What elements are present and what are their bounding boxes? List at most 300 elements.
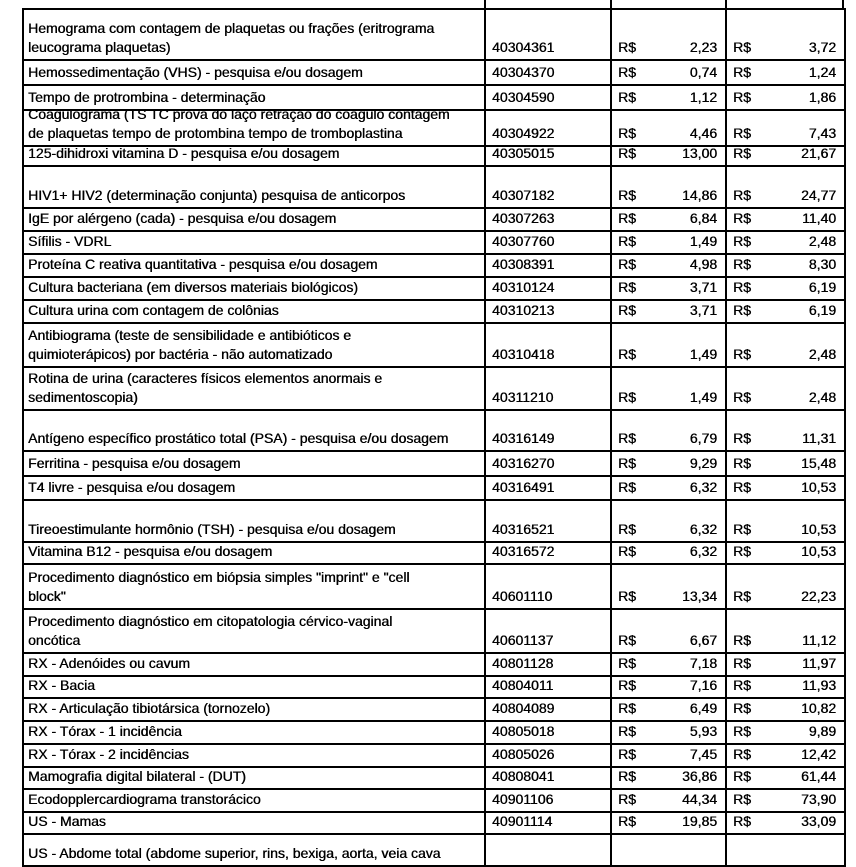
code-cell xyxy=(484,452,610,475)
price1-cell xyxy=(610,278,725,299)
procedure-code: 40310124 xyxy=(492,279,555,295)
currency-symbol: R$ xyxy=(733,813,751,829)
price2-cell xyxy=(725,167,844,207)
table-row xyxy=(24,299,844,322)
price2-cell xyxy=(725,61,844,84)
procedure-code: 40316491 xyxy=(492,479,555,495)
price1-cell xyxy=(610,411,725,450)
price-value: 1,49 xyxy=(689,389,717,405)
price2-cell xyxy=(725,411,844,450)
currency-symbol: R$ xyxy=(733,543,751,559)
price2-cell xyxy=(725,477,844,499)
price-value: 19,85 xyxy=(681,813,717,829)
price-value: 6,79 xyxy=(689,430,717,446)
procedure-description-line: RX - Tórax - 2 incidências xyxy=(28,746,189,762)
price2-cell xyxy=(725,255,844,276)
price-value: 6,84 xyxy=(689,210,717,226)
currency-symbol: R$ xyxy=(618,430,636,446)
code-cell xyxy=(484,301,610,322)
currency-symbol: R$ xyxy=(733,430,751,446)
code-cell xyxy=(484,722,610,743)
price1-cell xyxy=(610,835,725,865)
table-row xyxy=(24,10,844,59)
price-value: 5,93 xyxy=(689,723,717,739)
currency-symbol: R$ xyxy=(733,125,751,141)
table-row xyxy=(24,743,844,766)
price-value: 10,53 xyxy=(800,543,836,559)
price-value: 1,12 xyxy=(689,89,717,105)
procedure-description-line: block" xyxy=(28,588,66,604)
code-cell xyxy=(484,699,610,720)
table-row xyxy=(24,541,844,563)
currency-symbol: R$ xyxy=(733,677,751,693)
procedure-code: 40310418 xyxy=(492,346,555,362)
code-cell xyxy=(484,255,610,276)
procedure-description-line: Procedimento diagnóstico em citopatologia cérvico-vaginal xyxy=(28,613,393,629)
procedure-code: 40808041 xyxy=(492,768,555,784)
code-cell xyxy=(484,790,610,811)
currency-symbol: R$ xyxy=(618,279,636,295)
price1-cell xyxy=(610,301,725,322)
currency-symbol: R$ xyxy=(733,89,751,105)
procedure-description-line: Rotina de urina (caracteres físicos elementos anormais e xyxy=(28,370,383,386)
procedure-description-line: Sífilis - VDRL xyxy=(28,233,112,249)
code-cell xyxy=(484,209,610,230)
price-value: 11,12 xyxy=(802,632,836,648)
price1-cell xyxy=(610,543,725,563)
procedure-code: 40901114 xyxy=(492,813,553,829)
clipped-row-above xyxy=(22,0,846,8)
currency-symbol: R$ xyxy=(618,187,636,203)
currency-symbol: R$ xyxy=(618,64,636,80)
table-row xyxy=(24,833,844,865)
procedure-description-line: Antibiograma (teste de sensibilidade e antibióticos e xyxy=(28,327,351,343)
price-value: 6,67 xyxy=(689,632,717,648)
table-row xyxy=(24,106,844,145)
price1-cell xyxy=(610,86,725,109)
procedure-cell xyxy=(24,452,484,475)
procedure-description-line: RX - Bacia xyxy=(28,677,95,693)
price2-cell xyxy=(725,790,844,811)
price-value: 7,43 xyxy=(808,125,836,141)
price-value: 6,19 xyxy=(808,302,836,318)
currency-symbol: R$ xyxy=(618,210,636,226)
price-value: 0,74 xyxy=(689,64,717,80)
procedure-cell xyxy=(24,255,484,276)
procedure-cell xyxy=(24,745,484,766)
price-value: 11,40 xyxy=(802,210,836,226)
price-value: 9,89 xyxy=(808,723,836,739)
table-row xyxy=(24,145,844,165)
procedure-description-line: Tireoestimulante hormônio (TSH) - pesquisa e/ou dosagem xyxy=(28,521,396,537)
price2-cell xyxy=(725,501,844,541)
currency-symbol: R$ xyxy=(733,521,751,537)
price1-cell xyxy=(610,699,725,720)
table-row xyxy=(24,697,844,720)
table-row xyxy=(24,450,844,475)
price-value: 1,24 xyxy=(808,64,836,80)
price1-cell xyxy=(610,813,725,833)
currency-symbol: R$ xyxy=(618,813,636,829)
price2-cell xyxy=(725,368,844,409)
price2-cell xyxy=(725,147,844,165)
currency-symbol: R$ xyxy=(618,632,636,648)
currency-symbol: R$ xyxy=(733,187,751,203)
currency-symbol: R$ xyxy=(618,302,636,318)
currency-symbol: R$ xyxy=(733,64,751,80)
price-value: 6,19 xyxy=(808,279,836,295)
table-row xyxy=(24,366,844,409)
procedure-description-line: Ecodopplercardiograma transtorácico xyxy=(28,791,261,807)
procedure-cell xyxy=(24,722,484,743)
table-row xyxy=(24,788,844,811)
procedure-description-line: IgE por alérgeno (cada) - pesquisa e/ou dosagem xyxy=(28,210,337,226)
code-cell xyxy=(484,167,610,207)
procedure-description-line: Hemossedimentação (VHS) - pesquisa e/ou dosagem xyxy=(28,64,363,80)
procedure-description-line: Procedimento diagnóstico em biópsia simples "imprint" e "cell xyxy=(28,569,410,585)
price-value: 9,29 xyxy=(689,455,717,471)
currency-symbol: R$ xyxy=(733,302,751,318)
price2-cell xyxy=(725,835,844,865)
currency-symbol: R$ xyxy=(618,233,636,249)
code-cell xyxy=(484,835,610,865)
price-value: 6,32 xyxy=(689,479,717,495)
price-value: 10,53 xyxy=(800,521,836,537)
procedure-cell xyxy=(24,232,484,253)
code-cell xyxy=(484,677,610,697)
procedure-description-line: Tempo de protrombina - determinação xyxy=(28,89,266,105)
currency-symbol: R$ xyxy=(618,768,636,784)
price1-cell xyxy=(610,167,725,207)
table-row xyxy=(24,499,844,541)
currency-symbol: R$ xyxy=(733,145,751,161)
price-value: 7,18 xyxy=(689,655,717,671)
code-cell xyxy=(484,86,610,109)
currency-symbol: R$ xyxy=(733,588,751,604)
price-value: 6,32 xyxy=(689,543,717,559)
procedure-code: 40316270 xyxy=(492,455,555,471)
price-value: 33,09 xyxy=(800,813,836,829)
code-cell xyxy=(484,768,610,788)
table-row xyxy=(24,276,844,299)
procedure-description-line: RX - Tórax - 1 incidência xyxy=(28,723,182,739)
price-value: 73,90 xyxy=(800,791,836,807)
currency-symbol: R$ xyxy=(618,479,636,495)
procedure-code: 40601137 xyxy=(492,632,554,648)
code-cell xyxy=(484,477,610,499)
price1-cell xyxy=(610,722,725,743)
currency-symbol: R$ xyxy=(618,346,636,362)
procedure-description-line: Ferritina - pesquisa e/ou dosagem xyxy=(28,455,241,471)
price-value: 24,77 xyxy=(800,187,836,203)
procedure-cell xyxy=(24,677,484,697)
price1-cell xyxy=(610,10,725,59)
procedure-code: 40804011 xyxy=(492,677,554,693)
code-cell xyxy=(484,368,610,409)
procedure-code: 40316149 xyxy=(492,430,555,446)
table-row xyxy=(24,59,844,84)
procedure-code: 40311210 xyxy=(492,389,554,405)
procedure-code: 40805026 xyxy=(492,746,555,762)
price2-cell xyxy=(725,209,844,230)
procedure-description-line: T4 livre - pesquisa e/ou dosagem xyxy=(28,479,235,495)
price-value: 7,45 xyxy=(689,746,717,762)
procedure-description-line: Cultura urina com contagem de colônias xyxy=(28,302,279,318)
price2-cell xyxy=(725,278,844,299)
procedure-cell xyxy=(24,565,484,608)
price1-cell xyxy=(610,324,725,366)
price2-cell xyxy=(725,86,844,109)
procedure-description-line: US - Mamas xyxy=(28,813,106,829)
price1-cell xyxy=(610,677,725,697)
price-value: 13,00 xyxy=(681,145,717,161)
price-value: 1,49 xyxy=(689,346,717,362)
price-value: 11,97 xyxy=(802,655,836,671)
currency-symbol: R$ xyxy=(618,677,636,693)
code-cell xyxy=(484,610,610,652)
procedure-cell xyxy=(24,768,484,788)
procedure-cell xyxy=(24,610,484,652)
currency-symbol: R$ xyxy=(618,791,636,807)
price-value: 13,34 xyxy=(681,588,717,604)
price1-cell xyxy=(610,368,725,409)
procedure-description-line: leucograma plaquetas) xyxy=(28,39,171,55)
procedure-code: 40601110 xyxy=(492,588,553,604)
price-value: 2,48 xyxy=(808,233,836,249)
price-value: 44,34 xyxy=(681,791,717,807)
currency-symbol: R$ xyxy=(618,655,636,671)
code-cell xyxy=(484,61,610,84)
table-row xyxy=(24,563,844,608)
price2-cell xyxy=(725,543,844,563)
code-cell xyxy=(484,10,610,59)
price1-cell xyxy=(610,209,725,230)
currency-symbol: R$ xyxy=(733,389,751,405)
procedure-cell xyxy=(24,543,484,563)
procedure-code: 40901106 xyxy=(492,791,554,807)
code-cell xyxy=(484,324,610,366)
currency-symbol: R$ xyxy=(618,588,636,604)
price2-cell xyxy=(725,111,844,145)
code-cell xyxy=(484,745,610,766)
currency-symbol: R$ xyxy=(733,346,751,362)
procedure-description-line: HIV1+ HIV2 (determinação conjunta) pesquisa de anticorpos xyxy=(28,187,406,203)
procedure-description-line: Proteína C reativa quantitativa - pesquisa e/ou dosagem xyxy=(28,256,378,272)
price2-cell xyxy=(725,722,844,743)
procedure-code: 40304361 xyxy=(492,39,555,55)
currency-symbol: R$ xyxy=(733,210,751,226)
procedure-code: 40304370 xyxy=(492,64,555,80)
table-row xyxy=(24,475,844,499)
price-value: 3,71 xyxy=(689,302,717,318)
procedure-code: 40316521 xyxy=(492,521,555,537)
price2-cell xyxy=(725,768,844,788)
price1-cell xyxy=(610,565,725,608)
currency-symbol: R$ xyxy=(618,455,636,471)
table-row xyxy=(24,322,844,366)
code-cell xyxy=(484,813,610,833)
table-row xyxy=(24,675,844,697)
price2-cell xyxy=(725,301,844,322)
code-cell xyxy=(484,654,610,675)
table-row xyxy=(24,207,844,230)
procedure-cell xyxy=(24,147,484,165)
procedure-cell xyxy=(24,477,484,499)
procedure-cell xyxy=(24,835,484,865)
currency-symbol: R$ xyxy=(733,279,751,295)
code-cell xyxy=(484,543,610,563)
procedure-description-line: Antígeno específico prostático total (PSA) - pesquisa e/ou dosagem xyxy=(28,430,449,446)
price-value: 11,93 xyxy=(802,677,836,693)
price1-cell xyxy=(610,255,725,276)
price2-cell xyxy=(725,10,844,59)
procedure-code: 40801128 xyxy=(492,655,554,671)
currency-symbol: R$ xyxy=(733,479,751,495)
currency-symbol: R$ xyxy=(733,233,751,249)
price2-cell xyxy=(725,654,844,675)
procedure-code: 40307182 xyxy=(492,187,555,203)
table-row xyxy=(24,811,844,833)
price1-cell xyxy=(610,477,725,499)
column-border-stub xyxy=(610,0,612,8)
currency-symbol: R$ xyxy=(733,723,751,739)
price1-cell xyxy=(610,147,725,165)
currency-symbol: R$ xyxy=(733,746,751,762)
price-value: 10,53 xyxy=(800,479,836,495)
price-value: 4,46 xyxy=(689,125,717,141)
price1-cell xyxy=(610,610,725,652)
table-row xyxy=(24,720,844,743)
procedure-cell xyxy=(24,813,484,833)
price-value: 14,86 xyxy=(681,187,717,203)
price1-cell xyxy=(610,501,725,541)
price-value: 3,72 xyxy=(808,39,836,55)
procedure-cell xyxy=(24,699,484,720)
procedure-code: 40305015 xyxy=(492,145,555,161)
table-row xyxy=(24,253,844,276)
column-border-stub xyxy=(725,0,727,8)
price-value: 36,86 xyxy=(681,768,717,784)
currency-symbol: R$ xyxy=(733,455,751,471)
column-border-stub xyxy=(484,0,486,8)
price-value: 22,23 xyxy=(800,588,836,604)
procedure-code: 40804089 xyxy=(492,700,555,716)
procedure-cell xyxy=(24,368,484,409)
procedure-code: 40304922 xyxy=(492,125,555,141)
procedure-description-line: Mamografia digital bilateral - (DUT) xyxy=(28,768,246,784)
procedure-code: 40307263 xyxy=(492,210,555,226)
currency-symbol: R$ xyxy=(733,700,751,716)
price-value: 8,30 xyxy=(808,256,836,272)
procedure-description-line: RX - Articulação tibiotársica (tornozelo) xyxy=(28,700,270,716)
currency-symbol: R$ xyxy=(618,700,636,716)
currency-symbol: R$ xyxy=(733,256,751,272)
procedure-description-line: RX - Adenóides ou cavum xyxy=(28,655,190,671)
currency-symbol: R$ xyxy=(618,521,636,537)
table-row xyxy=(24,766,844,788)
price2-cell xyxy=(725,610,844,652)
table-row xyxy=(24,230,844,253)
code-cell xyxy=(484,501,610,541)
currency-symbol: R$ xyxy=(618,125,636,141)
price2-cell xyxy=(725,699,844,720)
procedure-cell xyxy=(24,324,484,366)
currency-symbol: R$ xyxy=(733,39,751,55)
procedure-description-line: Hemograma com contagem de plaquetas ou frações (eritrograma xyxy=(28,20,435,36)
table-row xyxy=(24,608,844,652)
procedure-cell xyxy=(24,501,484,541)
table-row xyxy=(24,165,844,207)
procedure-cell xyxy=(24,167,484,207)
price-value: 6,49 xyxy=(689,700,717,716)
currency-symbol: R$ xyxy=(733,655,751,671)
currency-symbol: R$ xyxy=(733,791,751,807)
price-value: 7,16 xyxy=(689,677,717,693)
currency-symbol: R$ xyxy=(618,723,636,739)
price-value: 21,67 xyxy=(800,145,836,161)
currency-symbol: R$ xyxy=(618,89,636,105)
procedure-cell xyxy=(24,61,484,84)
price-value: 1,49 xyxy=(689,233,717,249)
price-value: 2,23 xyxy=(689,39,717,55)
price-value: 4,98 xyxy=(689,256,717,272)
procedure-description-line: oncótica xyxy=(28,632,81,648)
price1-cell xyxy=(610,232,725,253)
currency-symbol: R$ xyxy=(733,632,751,648)
price-value: 11,31 xyxy=(802,430,836,446)
currency-symbol: R$ xyxy=(618,256,636,272)
procedure-cell xyxy=(24,278,484,299)
procedure-description-line: quimioterápicos) por bactéria - não automatizado xyxy=(28,346,333,362)
price2-cell xyxy=(725,565,844,608)
code-cell xyxy=(484,111,610,145)
table-row xyxy=(24,409,844,450)
procedure-cell xyxy=(24,301,484,322)
code-cell xyxy=(484,411,610,450)
price1-cell xyxy=(610,790,725,811)
procedure-cell xyxy=(24,10,484,59)
price-value: 61,44 xyxy=(800,768,836,784)
price2-cell xyxy=(725,232,844,253)
currency-symbol: R$ xyxy=(618,746,636,762)
currency-symbol: R$ xyxy=(618,389,636,405)
code-cell xyxy=(484,147,610,165)
price-value: 2,48 xyxy=(808,346,836,362)
price1-cell xyxy=(610,111,725,145)
currency-symbol: R$ xyxy=(618,543,636,559)
price1-cell xyxy=(610,745,725,766)
procedure-code: 40304590 xyxy=(492,89,555,105)
price1-cell xyxy=(610,654,725,675)
procedure-description-line: de plaquetas tempo de protombina tempo de tromboplastina xyxy=(28,125,403,141)
procedure-cell xyxy=(24,209,484,230)
procedure-cell xyxy=(24,411,484,450)
price-value: 3,71 xyxy=(689,279,717,295)
procedure-description-line: Vitamina B12 - pesquisa e/ou dosagem xyxy=(28,543,273,559)
price2-cell xyxy=(725,677,844,697)
price2-cell xyxy=(725,745,844,766)
procedure-code: 40307760 xyxy=(492,233,555,249)
price-value: 10,82 xyxy=(800,700,836,716)
price-value: 6,32 xyxy=(689,521,717,537)
fee-schedule-table xyxy=(22,0,846,867)
code-cell xyxy=(484,278,610,299)
procedure-code: 40308391 xyxy=(492,256,555,272)
procedure-description-line: Cultura bacteriana (em diversos materiais biológicos) xyxy=(28,279,358,295)
price-value: 2,48 xyxy=(808,389,836,405)
table-grid xyxy=(22,8,846,867)
price-value: 15,48 xyxy=(800,455,836,471)
